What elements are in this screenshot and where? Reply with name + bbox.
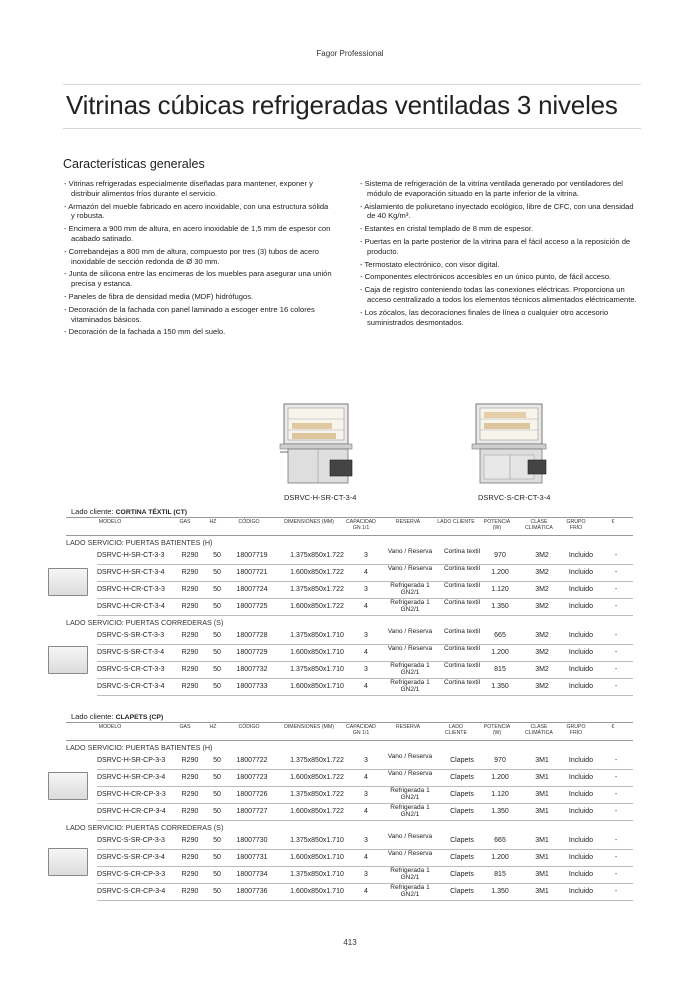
- table-cell: DSRVC-H-SR-CT-3-3: [97, 552, 165, 559]
- table-cell: 50: [213, 854, 221, 861]
- table-cell: 3M2: [535, 552, 549, 559]
- table-cell: 1.600x850x1.710: [290, 854, 344, 861]
- table-cell: Incluido: [568, 808, 594, 815]
- table1-header: [66, 517, 633, 536]
- feature-item: - Decoración de la fachada a 150 mm del suelo.: [64, 327, 334, 337]
- table-cell: Clapets: [450, 757, 474, 764]
- table-cell: Cortina textil: [443, 679, 481, 686]
- table-cell: Cortina textil: [443, 628, 481, 635]
- col-euro: €: [611, 724, 615, 730]
- feature-item: - Termostato electrónico, con visor digital.: [360, 260, 640, 270]
- table-cell: Refrigerada 1 GN2/1: [390, 679, 430, 693]
- table-cell: DSRVC-S-SR-CT-3-4: [97, 649, 165, 656]
- table-cell: R290: [181, 666, 199, 673]
- table-cell: -: [614, 837, 618, 844]
- table-cell: -: [614, 632, 618, 639]
- table-cell: -: [614, 774, 618, 781]
- table-cell: Incluido: [568, 649, 594, 656]
- table-cell: Incluido: [568, 791, 594, 798]
- table-cell: 3: [364, 666, 368, 673]
- table-cell: R290: [181, 632, 199, 639]
- table-cell: 18007732: [236, 666, 268, 673]
- col-hz: HZ: [209, 724, 217, 730]
- table-cell: 50: [213, 871, 221, 878]
- door-thumbnail: [48, 848, 88, 876]
- table-cell: 50: [213, 757, 221, 764]
- table-cell: 1.120: [491, 791, 509, 798]
- table-cell: R290: [181, 757, 199, 764]
- table-cell: 18007719: [236, 552, 268, 559]
- table-cell: 3M2: [535, 586, 549, 593]
- table-cell: -: [614, 888, 618, 895]
- table-cell: Refrigerada 1 GN2/1: [390, 867, 430, 881]
- table-row: [97, 804, 633, 821]
- feature-item: - Componentes electrónicos accesibles en un único punto, de fácil acceso.: [360, 272, 640, 282]
- table-cell: R290: [181, 586, 199, 593]
- col-codigo: CÓDIGO: [238, 724, 260, 730]
- product-label: DSRVC-H-SR-CT-3-4: [284, 493, 357, 502]
- table-cell: -: [614, 649, 618, 656]
- page-title: Vitrinas cúbicas refrigeradas ventiladas 3 niveles: [66, 90, 618, 120]
- table-cell: Refrigerada 1 GN2/1: [390, 599, 430, 613]
- table-cell: 3M2: [535, 632, 549, 639]
- table-cell: 1.600x850x1.710: [290, 888, 344, 895]
- table-row: [97, 833, 633, 850]
- table-cell: 815: [494, 666, 506, 673]
- table-cell: Clapets: [450, 888, 474, 895]
- table-cell: 50: [213, 649, 221, 656]
- col-modelo: MODELO: [98, 519, 122, 525]
- table-cell: -: [614, 791, 618, 798]
- table-cell: 4: [364, 888, 368, 895]
- table-cell: 50: [213, 774, 221, 781]
- col-grupo: GRUPO FRÍO: [566, 519, 586, 531]
- table-cell: -: [614, 757, 618, 764]
- table-cell: DSRVC-H-CR-CT-3-3: [97, 586, 165, 593]
- table-row: [97, 884, 633, 901]
- table-row: [97, 548, 633, 565]
- table-cell: 4: [364, 603, 368, 610]
- title-divider: [63, 128, 641, 129]
- table-cell: 18007736: [236, 888, 268, 895]
- table-cell: 18007729: [236, 649, 268, 656]
- table-cell: 3M1: [535, 791, 549, 798]
- col-reserva: RESERVA: [395, 724, 421, 730]
- col-grupo: GRUPO FRÍO: [566, 724, 586, 736]
- table-cell: R290: [181, 603, 199, 610]
- table-cell: DSRVC-S-CR-CP-3-4: [97, 888, 166, 895]
- table-row: [97, 679, 633, 696]
- table-cell: 970: [494, 552, 506, 559]
- table-row: [97, 565, 633, 582]
- table-cell: 3M1: [535, 871, 549, 878]
- table-cell: -: [614, 552, 618, 559]
- table-cell: 3M2: [535, 569, 549, 576]
- table-cell: 3M1: [535, 854, 549, 861]
- table-cell: 1.200: [491, 774, 509, 781]
- table-cell: Vano / Reserva: [387, 770, 433, 777]
- table-cell: Incluido: [568, 603, 594, 610]
- top-divider: [63, 84, 641, 85]
- table-cell: Incluido: [568, 774, 594, 781]
- table-row: [97, 628, 633, 645]
- table-cell: 1.350: [491, 603, 509, 610]
- table-cell: 18007728: [236, 632, 268, 639]
- table-cell: Clapets: [450, 808, 474, 815]
- features-right-list: [360, 179, 640, 330]
- table-cell: 3: [364, 586, 368, 593]
- table-cell: R290: [181, 808, 199, 815]
- table-cell: 18007733: [236, 683, 268, 690]
- table-cell: 3: [364, 632, 368, 639]
- feature-item: - Estantes en cristal templado de 8 mm de espesor.: [360, 224, 640, 234]
- table-cell: 1.350: [491, 888, 509, 895]
- table-cell: Incluido: [568, 854, 594, 861]
- feature-item: - Armazón del mueble fabricado en acero inoxidable, con una estructura sólida y robusta.: [64, 202, 334, 222]
- table-cell: 18007725: [236, 603, 268, 610]
- table-cell: DSRVC-S-SR-CT-3-3: [97, 632, 165, 639]
- table-cell: Refrigerada 1 GN2/1: [390, 787, 430, 801]
- table-cell: 1.375x850x1.710: [290, 666, 344, 673]
- table-cell: 3: [364, 837, 368, 844]
- feature-item: - Paneles de fibra de densidad media (MDF) hidrófugos.: [64, 292, 334, 302]
- feature-item: - Sistema de refrigeración de la vitrina ventilada generado por ventiladores del módulo de evaporación situado en la parte inferior de la vitrina.: [360, 179, 640, 199]
- table-cell: Clapets: [450, 791, 474, 798]
- col-potencia: POTENCIA (W): [483, 519, 511, 531]
- table-cell: Refrigerada 1 GN2/1: [390, 662, 430, 676]
- table-cell: 18007724: [236, 586, 268, 593]
- table-cell: 4: [364, 808, 368, 815]
- table-cell: 50: [213, 552, 221, 559]
- door-thumbnail: [48, 772, 88, 800]
- table-cell: -: [614, 854, 618, 861]
- table-cell: 3M2: [535, 603, 549, 610]
- table-cell: 3M2: [535, 683, 549, 690]
- table-cell: 1.375x850x1.722: [290, 757, 344, 764]
- table-cell: 50: [213, 632, 221, 639]
- col-capacidad: CAPACIDAD GN 1/1: [346, 519, 376, 531]
- table-cell: 50: [213, 586, 221, 593]
- table-row: [97, 770, 633, 787]
- table-cell: Vano / Reserva: [387, 850, 433, 857]
- table-cell: 1.375x850x1.710: [290, 632, 344, 639]
- table-cell: R290: [181, 837, 199, 844]
- table-cell: 1.350: [491, 683, 509, 690]
- table-cell: Vano / Reserva: [387, 833, 433, 840]
- product-label: DSRVC-S-CR-CT-3-4: [478, 493, 551, 502]
- door-thumbnail: [48, 568, 88, 596]
- col-clase: CLASE CLIMÁTICA: [525, 724, 553, 736]
- table-cell: 1.200: [491, 854, 509, 861]
- table-cell: 50: [213, 808, 221, 815]
- table-cell: R290: [181, 791, 199, 798]
- group-label: LADO SERVICIO: PUERTAS CORREDERAS (S): [66, 823, 224, 832]
- table-cell: DSRVC-H-CR-CT-3-4: [97, 603, 165, 610]
- table2-title: Lado cliente: CLAPETS (CP): [71, 712, 164, 721]
- col-gas: GAS: [179, 519, 191, 525]
- group-label: LADO SERVICIO: PUERTAS BATIENTES (H): [66, 743, 213, 752]
- table-row: [97, 645, 633, 662]
- col-capacidad: CAPACIDAD GN 1/1: [346, 724, 376, 736]
- table-cell: 1.375x850x1.710: [290, 871, 344, 878]
- table-cell: R290: [181, 854, 199, 861]
- col-modelo: MODELO: [98, 724, 122, 730]
- table-cell: Refrigerada 1 GN2/1: [390, 884, 430, 898]
- features-heading: Características generales: [63, 157, 205, 171]
- table-cell: Refrigerada 1 GN2/1: [390, 804, 430, 818]
- table-cell: Vano / Reserva: [387, 628, 433, 635]
- table-cell: R290: [181, 552, 199, 559]
- col-codigo: CÓDIGO: [238, 519, 260, 525]
- feature-item: - Los zócalos, las decoraciones finales de línea o cualquier otro accesorio suministrados desmontados.: [360, 308, 640, 328]
- table-cell: 3M1: [535, 808, 549, 815]
- col-hz: HZ: [209, 519, 217, 525]
- table-cell: 4: [364, 774, 368, 781]
- feature-item: - Decoración de la fachada con panel laminado a escoger entre 16 colores vitaminados básicos.: [64, 305, 334, 325]
- table-cell: 18007734: [236, 871, 268, 878]
- table-cell: 1.375x850x1.722: [290, 586, 344, 593]
- table-cell: Incluido: [568, 757, 594, 764]
- table-cell: 50: [213, 603, 221, 610]
- table-row: [97, 662, 633, 679]
- table-cell: -: [614, 603, 618, 610]
- table-cell: 1.375x850x1.722: [290, 552, 344, 559]
- col-gas: GAS: [179, 724, 191, 730]
- table-cell: Cortina textil: [443, 548, 481, 555]
- table-cell: 18007721: [236, 569, 268, 576]
- table-cell: 3M1: [535, 757, 549, 764]
- table-row: [97, 582, 633, 599]
- table-cell: -: [614, 871, 618, 878]
- table1-title: Lado cliente: CORTINA TÉXTIL (CT): [71, 507, 187, 516]
- table-cell: DSRVC-S-CR-CP-3-3: [97, 871, 166, 878]
- table-cell: R290: [181, 871, 199, 878]
- table-cell: 1.600x850x1.710: [290, 683, 344, 690]
- table-row: [97, 753, 633, 770]
- table-cell: -: [614, 586, 618, 593]
- group-label: LADO SERVICIO: PUERTAS CORREDERAS (S): [66, 618, 224, 627]
- feature-item: - Encimera a 900 mm de altura, en acero inoxidable de 1,5 mm de espesor con acabado satinado.: [64, 224, 334, 244]
- features-left-list: [64, 179, 334, 340]
- table-cell: Cortina textil: [443, 565, 481, 572]
- table-cell: 815: [494, 871, 506, 878]
- table-cell: Incluido: [568, 888, 594, 895]
- table-cell: 4: [364, 569, 368, 576]
- col-dimensiones: DIMENSIONES (MM): [284, 724, 334, 730]
- table-cell: 50: [213, 666, 221, 673]
- table-cell: 3: [364, 552, 368, 559]
- table-row: [97, 599, 633, 616]
- table-cell: 50: [213, 888, 221, 895]
- table-cell: Cortina textil: [443, 582, 481, 589]
- table-cell: DSRVC-S-CR-CT-3-3: [97, 666, 165, 673]
- door-thumbnail: [48, 646, 88, 674]
- table-cell: -: [614, 683, 618, 690]
- table-cell: 1.600x850x1.722: [290, 774, 344, 781]
- table-cell: Cortina textil: [443, 645, 481, 652]
- feature-item: - Correbandejas a 800 mm de altura, compuesto por tres (3) tubos de acero inoxidable de sección redonda de Ø 30 mm.: [64, 247, 334, 267]
- brand-header: Fagor Professional: [316, 49, 384, 58]
- col-reserva: RESERVA: [395, 519, 421, 525]
- table-cell: 18007730: [236, 837, 268, 844]
- table-cell: DSRVC-H-SR-CT-3-4: [97, 569, 165, 576]
- table2-header: [66, 722, 633, 741]
- table-cell: R290: [181, 569, 199, 576]
- table-cell: 3: [364, 791, 368, 798]
- table-cell: -: [614, 808, 618, 815]
- table-cell: Clapets: [450, 837, 474, 844]
- col-lado: LADO CLIENTE: [437, 519, 475, 525]
- page-number: 413: [343, 938, 357, 947]
- table-cell: -: [614, 569, 618, 576]
- feature-item: - Aislamiento de poliuretano inyectado ecológico, libre de CFC, con una densidad de 40 Kg/m³.: [360, 202, 640, 222]
- feature-item: - Vitrinas refrigeradas especialmente diseñadas para mantener, exponer y distribuir alimentos fríos durante el servicio.: [64, 179, 334, 199]
- table-cell: 1.375x850x1.710: [290, 837, 344, 844]
- table-cell: Incluido: [568, 666, 594, 673]
- table-cell: Incluido: [568, 837, 594, 844]
- table-cell: 1.200: [491, 649, 509, 656]
- table-cell: DSRVC-H-SR-CP-3-4: [97, 774, 166, 781]
- table-cell: 18007731: [236, 854, 268, 861]
- table-cell: 1.120: [491, 586, 509, 593]
- table-cell: 1.200: [491, 569, 509, 576]
- table-cell: DSRVC-S-SR-CP-3-3: [97, 837, 165, 844]
- table-cell: 50: [213, 791, 221, 798]
- table-cell: -: [614, 666, 618, 673]
- table-cell: Incluido: [568, 586, 594, 593]
- table-cell: 1.600x850x1.722: [290, 603, 344, 610]
- table-cell: 50: [213, 683, 221, 690]
- table-cell: Incluido: [568, 569, 594, 576]
- table-cell: 3M2: [535, 649, 549, 656]
- group-label: LADO SERVICIO: PUERTAS BATIENTES (H): [66, 538, 213, 547]
- feature-item: - Junta de silicona entre las encimeras de los muebles para asegurar una unión precisa y estanca.: [64, 269, 334, 289]
- table-cell: 3: [364, 757, 368, 764]
- table-cell: 4: [364, 683, 368, 690]
- table-cell: 3M1: [535, 888, 549, 895]
- table-cell: Incluido: [568, 552, 594, 559]
- col-clase: CLASE CLIMÁTICA: [525, 519, 553, 531]
- table-cell: Vano / Reserva: [387, 753, 433, 760]
- table-cell: 1.600x850x1.710: [290, 649, 344, 656]
- table-cell: Cortina textil: [443, 662, 481, 669]
- table-cell: 4: [364, 649, 368, 656]
- product-image-sliding: [470, 400, 552, 488]
- table-cell: 3M1: [535, 774, 549, 781]
- table-cell: Cortina textil: [443, 599, 481, 606]
- feature-item: - Caja de registro conteniendo todas las conexiones eléctricas. Proporciona un acceso centralizado a todos los elementos técnicos alimentados eléctricamente.: [360, 285, 640, 305]
- table-cell: 665: [494, 837, 506, 844]
- table-cell: R290: [181, 683, 199, 690]
- table-cell: 1.375x850x1.722: [290, 791, 344, 798]
- table-cell: 50: [213, 837, 221, 844]
- table-cell: DSRVC-H-CR-CP-3-4: [97, 808, 166, 815]
- table-cell: 665: [494, 632, 506, 639]
- table-cell: Vano / Reserva: [387, 565, 433, 572]
- table-cell: Clapets: [450, 774, 474, 781]
- table-cell: Incluido: [568, 871, 594, 878]
- table-cell: 3: [364, 871, 368, 878]
- table-cell: R290: [181, 888, 199, 895]
- table-cell: 18007722: [236, 757, 268, 764]
- table-cell: 3M1: [535, 837, 549, 844]
- table-cell: Refrigerada 1 GN2/1: [390, 582, 430, 596]
- table-cell: 1.600x850x1.722: [290, 569, 344, 576]
- table-cell: R290: [181, 774, 199, 781]
- table-cell: Incluido: [568, 632, 594, 639]
- table-cell: 18007723: [236, 774, 268, 781]
- table-cell: DSRVC-S-SR-CP-3-4: [97, 854, 165, 861]
- table-cell: 18007727: [236, 808, 268, 815]
- table-cell: DSRVC-H-CR-CP-3-3: [97, 791, 166, 798]
- table-cell: Clapets: [450, 854, 474, 861]
- feature-item: - Puertas en la parte posterior de la vitrina para el fácil acceso a la reposición de producto.: [360, 237, 640, 257]
- col-euro: €: [611, 519, 615, 525]
- table-cell: 1.350: [491, 808, 509, 815]
- table-cell: 4: [364, 854, 368, 861]
- table-cell: R290: [181, 649, 199, 656]
- table-row: [97, 867, 633, 884]
- table-cell: Incluido: [568, 683, 594, 690]
- col-lado: LADO CLIENTE: [445, 724, 467, 736]
- product-image-hinged: [278, 400, 358, 488]
- table-cell: Vano / Reserva: [387, 645, 433, 652]
- table-cell: Vano / Reserva: [387, 548, 433, 555]
- table-cell: 970: [494, 757, 506, 764]
- table-cell: DSRVC-S-CR-CT-3-4: [97, 683, 165, 690]
- table-cell: DSRVC-H-SR-CP-3-3: [97, 757, 166, 764]
- table-cell: 3M2: [535, 666, 549, 673]
- table-cell: 1.600x850x1.722: [290, 808, 344, 815]
- table-row: [97, 850, 633, 867]
- col-dimensiones: DIMENSIONES (MM): [284, 519, 334, 525]
- table-row: [97, 787, 633, 804]
- col-potencia: POTENCIA (W): [483, 724, 511, 736]
- table-cell: 18007726: [236, 791, 268, 798]
- table-cell: 50: [213, 569, 221, 576]
- table-cell: Clapets: [450, 871, 474, 878]
